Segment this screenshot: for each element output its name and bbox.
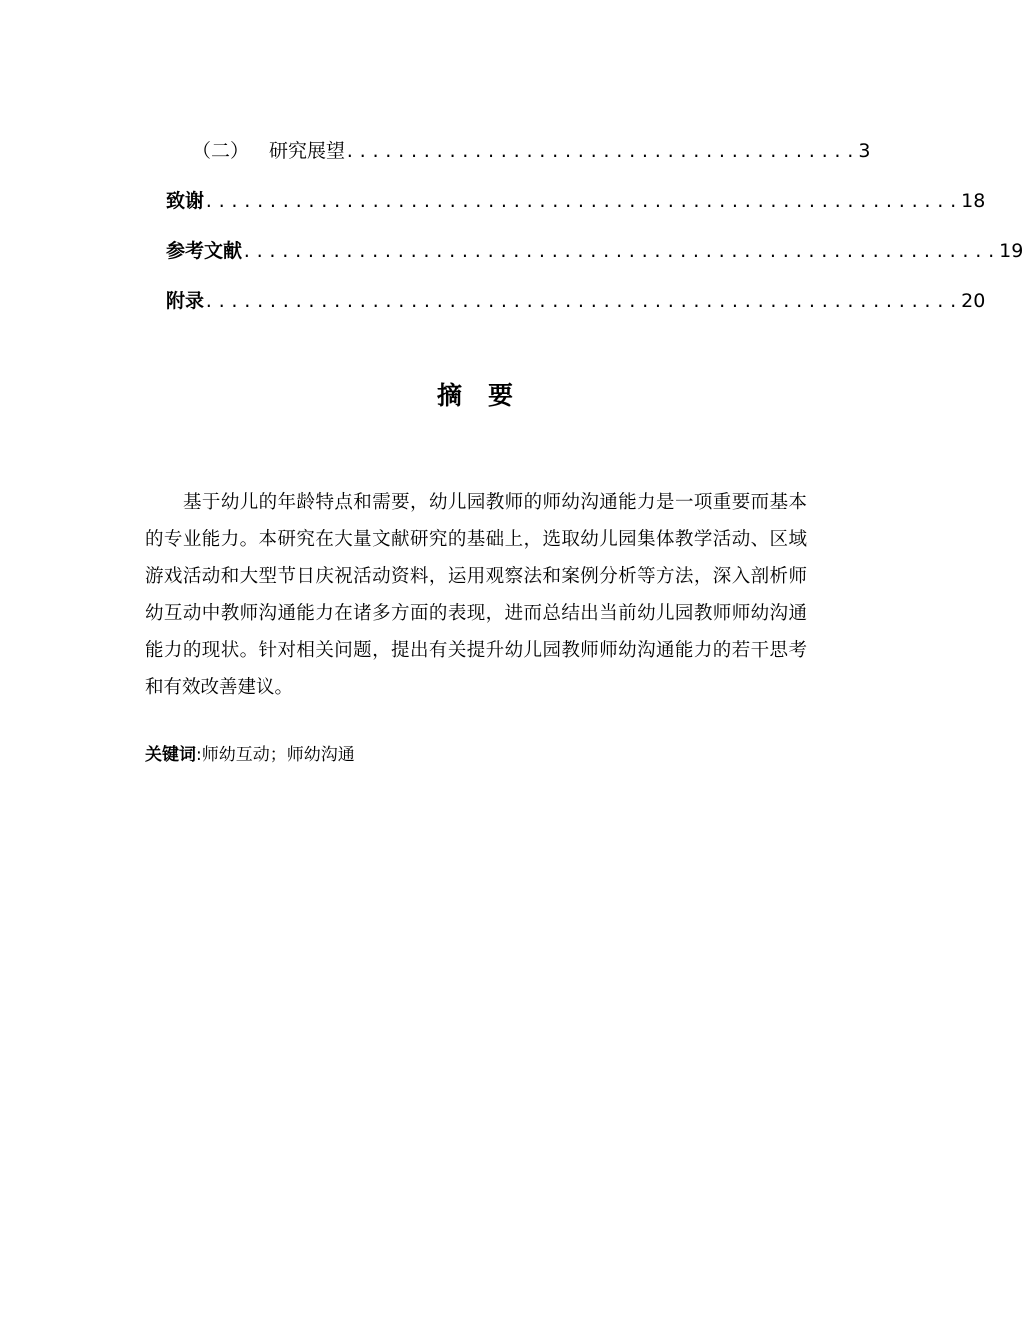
toc-entry-label: 研究展望 xyxy=(269,140,346,162)
keywords-label: 关键词 xyxy=(145,745,196,765)
abstract-heading: 摘要 xyxy=(436,381,539,410)
keywords-value: :师幼互动；师幼沟通 xyxy=(196,745,355,765)
keywords-line xyxy=(145,740,355,770)
abstract-body: 基于幼儿的年龄特点和需要，幼儿园教师的师幼沟通能力是一项重要而基本的专业能力。本研究在大量文献研究的基础上，选取幼儿园集体教学活动、区域游戏活动和大型节日庆祝活动资料，运用观察法和案例分析等方法，深入剖析师幼互动中教师沟通能力在诸多方面的表现，进而总结出当前幼儿园教师师幼沟通能力的现状。针对相关问题，提出有关提升幼儿园教师师幼沟通能力的若干思考和有效改善建议。 xyxy=(145,492,807,698)
toc-page-number: 3 xyxy=(858,140,871,162)
toc-entry-label: 参考文献 xyxy=(166,240,243,262)
toc-entry-appendix[interactable] xyxy=(166,286,986,316)
toc-page-number: 20 xyxy=(961,290,986,312)
toc-dot-leader: ........................................ xyxy=(345,142,859,161)
toc-entry-research-outlook[interactable] xyxy=(192,136,871,166)
toc-dot-leader: ........................................................... xyxy=(204,292,962,311)
toc-dot-leader: ........................................................... xyxy=(204,192,962,211)
toc-entry-references[interactable] xyxy=(166,236,1023,266)
toc-page-number: 19 xyxy=(999,240,1023,262)
toc-entry-label: 致谢 xyxy=(166,190,205,212)
toc-dot-leader: ........................................................... xyxy=(242,242,1000,261)
toc-entry-acknowledgements[interactable] xyxy=(166,186,986,216)
toc-page-number: 18 xyxy=(961,190,986,212)
toc-entry-label: 附录 xyxy=(166,290,205,312)
toc-entry-number: （二） xyxy=(192,140,250,162)
